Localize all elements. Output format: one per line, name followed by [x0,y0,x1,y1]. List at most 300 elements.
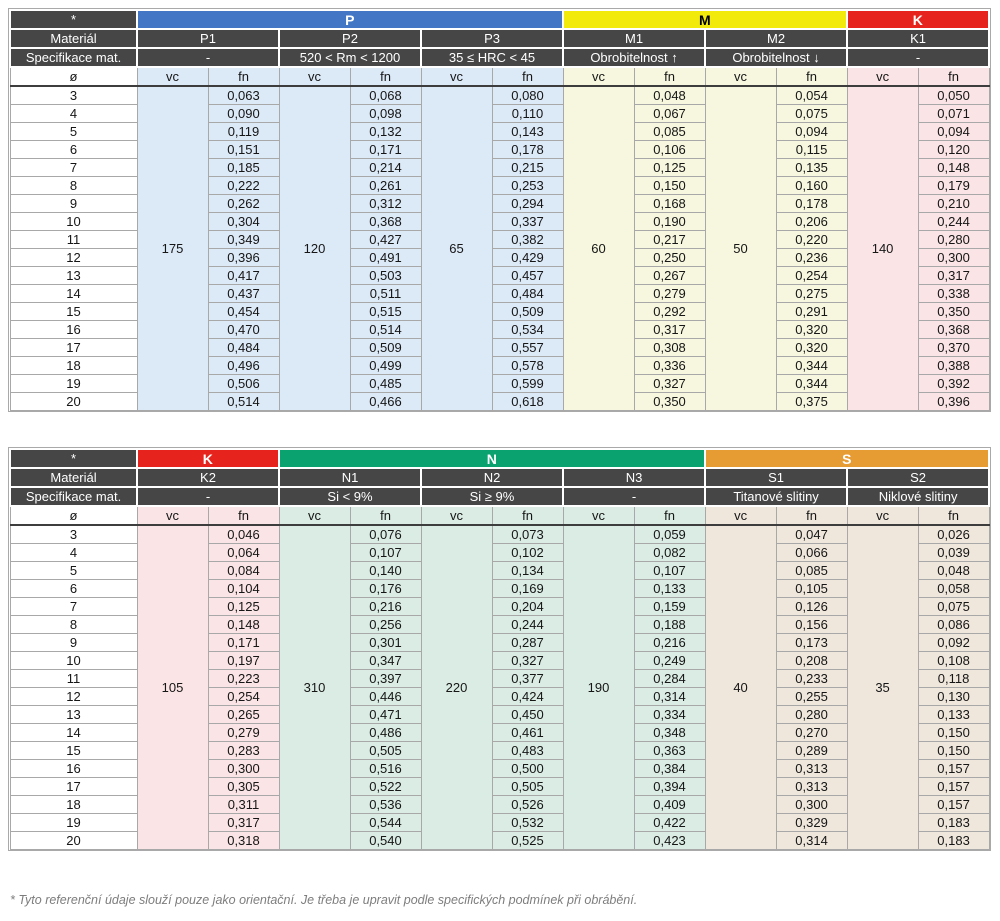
fn-header-cell: fn [350,67,421,86]
fn-value-cell: 0,173 [776,634,847,652]
fn-value-cell: 0,368 [350,213,421,231]
fn-value-cell: 0,283 [208,742,279,760]
fn-value-cell: 0,075 [776,105,847,123]
fn-value-cell: 0,375 [776,393,847,411]
fn-value-cell: 0,505 [350,742,421,760]
fn-value-cell: 0,262 [208,195,279,213]
vc-value-cell: 65 [421,86,492,411]
vc-header-cell: vc [421,506,492,525]
fn-value-cell: 0,280 [918,231,989,249]
fn-header-cell: fn [634,67,705,86]
vc-value-cell: 120 [279,86,350,411]
fn-value-cell: 0,256 [350,616,421,634]
fn-value-cell: 0,503 [350,267,421,285]
fn-value-cell: 0,254 [208,688,279,706]
fn-value-cell: 0,344 [776,357,847,375]
material-cell: N1 [279,468,421,487]
fn-value-cell: 0,540 [350,832,421,850]
diameter-cell: 3 [10,525,137,544]
fn-value-cell: 0,329 [776,814,847,832]
spec-row-label: Specifikace mat. [10,48,137,67]
diameter-cell: 8 [10,616,137,634]
material-cell: P3 [421,29,563,48]
fn-value-cell: 0,236 [776,249,847,267]
diameter-cell: 4 [10,105,137,123]
fn-value-cell: 0,350 [918,303,989,321]
fn-value-cell: 0,422 [634,814,705,832]
fn-value-cell: 0,370 [918,339,989,357]
diameter-cell: 5 [10,123,137,141]
table-row [10,86,989,105]
fn-value-cell: 0,102 [492,544,563,562]
fn-value-cell: 0,506 [208,375,279,393]
fn-value-cell: 0,135 [776,159,847,177]
vc-header-cell: vc [563,506,634,525]
fn-header-cell: fn [776,67,847,86]
fn-value-cell: 0,544 [350,814,421,832]
fn-value-cell: 0,311 [208,796,279,814]
fn-value-cell: 0,300 [918,249,989,267]
fn-value-cell: 0,188 [634,616,705,634]
fn-value-cell: 0,206 [776,213,847,231]
vc-value-cell: 60 [563,86,634,411]
fn-value-cell: 0,292 [634,303,705,321]
fn-value-cell: 0,284 [634,670,705,688]
diameter-cell: 18 [10,796,137,814]
fn-value-cell: 0,337 [492,213,563,231]
diameter-cell: 5 [10,562,137,580]
fn-value-cell: 0,150 [918,724,989,742]
fn-value-cell: 0,160 [776,177,847,195]
fn-value-cell: 0,483 [492,742,563,760]
diameter-cell: 20 [10,832,137,850]
fn-value-cell: 0,067 [634,105,705,123]
fn-value-cell: 0,150 [918,742,989,760]
fn-value-cell: 0,557 [492,339,563,357]
fn-value-cell: 0,216 [634,634,705,652]
spec-cell: Si ≥ 9% [421,487,563,506]
fn-value-cell: 0,108 [918,652,989,670]
fn-value-cell: 0,509 [492,303,563,321]
fn-value-cell: 0,396 [208,249,279,267]
spec-cell: Si < 9% [279,487,421,506]
spec-cell: Obrobitelnost ↑ [563,48,705,67]
fn-value-cell: 0,080 [492,86,563,105]
fn-value-cell: 0,457 [492,267,563,285]
fn-value-cell: 0,424 [492,688,563,706]
spec-cell: 35 ≤ HRC < 45 [421,48,563,67]
vc-value-cell: 310 [279,525,350,850]
spec-cell: Titanové slitiny [705,487,847,506]
fn-value-cell: 0,159 [634,598,705,616]
fn-value-cell: 0,397 [350,670,421,688]
fn-value-cell: 0,318 [208,832,279,850]
fn-value-cell: 0,499 [350,357,421,375]
fn-value-cell: 0,133 [918,706,989,724]
fn-value-cell: 0,384 [634,760,705,778]
fn-value-cell: 0,317 [918,267,989,285]
diameter-cell: 20 [10,393,137,411]
group-header-cell: N [279,449,705,468]
table-kns [9,448,990,850]
material-cell: S1 [705,468,847,487]
diameter-cell: 8 [10,177,137,195]
fn-value-cell: 0,120 [918,141,989,159]
fn-value-cell: 0,082 [634,544,705,562]
material-cell: N3 [563,468,705,487]
fn-header-cell: fn [492,67,563,86]
diameter-cell: 11 [10,231,137,249]
vc-value-cell: 140 [847,86,918,411]
fn-value-cell: 0,466 [350,393,421,411]
fn-value-cell: 0,143 [492,123,563,141]
vc-header-cell: vc [421,67,492,86]
fn-value-cell: 0,279 [208,724,279,742]
vc-value-cell: 220 [421,525,492,850]
fn-value-cell: 0,150 [634,177,705,195]
fn-value-cell: 0,115 [776,141,847,159]
fn-value-cell: 0,098 [350,105,421,123]
fn-value-cell: 0,151 [208,141,279,159]
fn-value-cell: 0,068 [350,86,421,105]
vc-value-cell: 40 [705,525,776,850]
fn-value-cell: 0,471 [350,706,421,724]
fn-value-cell: 0,215 [492,159,563,177]
fn-value-cell: 0,134 [492,562,563,580]
diameter-cell: 6 [10,580,137,598]
material-cell: P2 [279,29,421,48]
fn-value-cell: 0,059 [634,525,705,544]
fn-value-cell: 0,217 [634,231,705,249]
group-header-cell: P [137,10,563,29]
fn-value-cell: 0,064 [208,544,279,562]
diameter-cell: 15 [10,742,137,760]
fn-value-cell: 0,336 [634,357,705,375]
fn-value-cell: 0,314 [634,688,705,706]
fn-value-cell: 0,156 [776,616,847,634]
fn-value-cell: 0,244 [918,213,989,231]
fn-value-cell: 0,388 [918,357,989,375]
fn-value-cell: 0,249 [634,652,705,670]
fn-value-cell: 0,347 [350,652,421,670]
fn-value-cell: 0,086 [918,616,989,634]
fn-value-cell: 0,178 [776,195,847,213]
fn-value-cell: 0,216 [350,598,421,616]
fn-value-cell: 0,392 [918,375,989,393]
footnote: * Tyto referenční údaje slouží pouze jako orientační. Je třeba je upravit podle specifických podmínek při obrábění. [10,893,638,907]
fn-value-cell: 0,377 [492,670,563,688]
diameter-cell: 14 [10,285,137,303]
fn-value-cell: 0,107 [350,544,421,562]
diameter-header-cell: ø [10,506,137,525]
fn-value-cell: 0,047 [776,525,847,544]
fn-value-cell: 0,618 [492,393,563,411]
fn-value-cell: 0,270 [776,724,847,742]
fn-value-cell: 0,532 [492,814,563,832]
fn-value-cell: 0,280 [776,706,847,724]
fn-value-cell: 0,119 [208,123,279,141]
fn-value-cell: 0,046 [208,525,279,544]
fn-value-cell: 0,304 [208,213,279,231]
fn-value-cell: 0,334 [634,706,705,724]
table-pmk [9,9,990,411]
fn-value-cell: 0,190 [634,213,705,231]
vc-value-cell: 175 [137,86,208,411]
fn-value-cell: 0,125 [634,159,705,177]
fn-value-cell: 0,075 [918,598,989,616]
fn-value-cell: 0,126 [776,598,847,616]
fn-value-cell: 0,185 [208,159,279,177]
fn-value-cell: 0,085 [634,123,705,141]
fn-header-cell: fn [776,506,847,525]
spec-cell: 520 < Rm < 1200 [279,48,421,67]
diameter-cell: 11 [10,670,137,688]
diameter-cell: 10 [10,652,137,670]
fn-value-cell: 0,485 [350,375,421,393]
spec-row-label: Specifikace mat. [10,487,137,506]
fn-value-cell: 0,300 [208,760,279,778]
diameter-cell: 9 [10,195,137,213]
diameter-cell: 14 [10,724,137,742]
group-header-cell: K [847,10,989,29]
fn-value-cell: 0,094 [776,123,847,141]
fn-value-cell: 0,446 [350,688,421,706]
fn-value-cell: 0,289 [776,742,847,760]
material-cell: K2 [137,468,279,487]
diameter-cell: 19 [10,814,137,832]
table-row [10,525,989,544]
fn-value-cell: 0,106 [634,141,705,159]
material-cell: K1 [847,29,989,48]
vc-header-cell: vc [705,506,776,525]
diameter-cell: 6 [10,141,137,159]
fn-value-cell: 0,223 [208,670,279,688]
diameter-cell: 13 [10,267,137,285]
fn-value-cell: 0,148 [918,159,989,177]
fn-value-cell: 0,265 [208,706,279,724]
fn-value-cell: 0,214 [350,159,421,177]
fn-header-cell: fn [918,506,989,525]
fn-value-cell: 0,261 [350,177,421,195]
fn-value-cell: 0,255 [776,688,847,706]
fn-value-cell: 0,534 [492,321,563,339]
fn-value-cell: 0,026 [918,525,989,544]
fn-value-cell: 0,496 [208,357,279,375]
fn-value-cell: 0,140 [350,562,421,580]
fn-value-cell: 0,294 [492,195,563,213]
fn-value-cell: 0,317 [208,814,279,832]
diameter-cell: 7 [10,159,137,177]
fn-value-cell: 0,094 [918,123,989,141]
fn-value-cell: 0,525 [492,832,563,850]
fn-header-cell: fn [208,506,279,525]
fn-value-cell: 0,092 [918,634,989,652]
diameter-cell: 16 [10,760,137,778]
fn-value-cell: 0,500 [492,760,563,778]
diameter-cell: 17 [10,778,137,796]
fn-value-cell: 0,511 [350,285,421,303]
fn-value-cell: 0,417 [208,267,279,285]
fn-value-cell: 0,084 [208,562,279,580]
material-cell: M2 [705,29,847,48]
vc-value-cell: 105 [137,525,208,850]
fn-value-cell: 0,429 [492,249,563,267]
diameter-cell: 16 [10,321,137,339]
spec-cell: Obrobitelnost ↓ [705,48,847,67]
diameter-cell: 18 [10,357,137,375]
fn-value-cell: 0,267 [634,267,705,285]
fn-value-cell: 0,514 [350,321,421,339]
fn-value-cell: 0,220 [776,231,847,249]
vc-header-cell: vc [847,67,918,86]
fn-value-cell: 0,183 [918,814,989,832]
material-row-label: Materiál [10,29,137,48]
fn-value-cell: 0,253 [492,177,563,195]
vc-header-cell: vc [279,67,350,86]
fn-value-cell: 0,291 [776,303,847,321]
group-header-cell: S [705,449,989,468]
fn-value-cell: 0,107 [634,562,705,580]
fn-value-cell: 0,526 [492,796,563,814]
fn-value-cell: 0,363 [634,742,705,760]
vc-value-cell: 35 [847,525,918,850]
material-row-label: Materiál [10,468,137,487]
fn-value-cell: 0,320 [776,321,847,339]
fn-value-cell: 0,427 [350,231,421,249]
fn-value-cell: 0,348 [634,724,705,742]
fn-value-cell: 0,437 [208,285,279,303]
diameter-cell: 9 [10,634,137,652]
fn-value-cell: 0,349 [208,231,279,249]
fn-value-cell: 0,054 [776,86,847,105]
fn-value-cell: 0,168 [634,195,705,213]
fn-value-cell: 0,197 [208,652,279,670]
fn-value-cell: 0,050 [918,86,989,105]
fn-value-cell: 0,171 [350,141,421,159]
fn-value-cell: 0,314 [776,832,847,850]
material-cell: P1 [137,29,279,48]
fn-value-cell: 0,338 [918,285,989,303]
fn-value-cell: 0,308 [634,339,705,357]
fn-value-cell: 0,157 [918,778,989,796]
spec-cell: Niklové slitiny [847,487,989,506]
fn-value-cell: 0,368 [918,321,989,339]
fn-value-cell: 0,157 [918,760,989,778]
fn-value-cell: 0,484 [492,285,563,303]
fn-value-cell: 0,505 [492,778,563,796]
vc-header-cell: vc [279,506,350,525]
fn-value-cell: 0,320 [776,339,847,357]
fn-value-cell: 0,110 [492,105,563,123]
fn-header-cell: fn [208,67,279,86]
diameter-cell: 19 [10,375,137,393]
fn-value-cell: 0,179 [918,177,989,195]
fn-value-cell: 0,461 [492,724,563,742]
diameter-cell: 12 [10,688,137,706]
fn-value-cell: 0,058 [918,580,989,598]
fn-value-cell: 0,454 [208,303,279,321]
fn-value-cell: 0,169 [492,580,563,598]
fn-value-cell: 0,599 [492,375,563,393]
fn-value-cell: 0,073 [492,525,563,544]
diameter-cell: 10 [10,213,137,231]
fn-value-cell: 0,063 [208,86,279,105]
cutting-table-top [8,8,991,412]
corner-asterisk-cell: * [10,449,137,468]
fn-value-cell: 0,305 [208,778,279,796]
fn-value-cell: 0,133 [634,580,705,598]
diameter-cell: 15 [10,303,137,321]
fn-value-cell: 0,394 [634,778,705,796]
fn-value-cell: 0,396 [918,393,989,411]
fn-header-cell: fn [492,506,563,525]
fn-value-cell: 0,313 [776,778,847,796]
group-header-cell: M [563,10,847,29]
material-cell: S2 [847,468,989,487]
fn-value-cell: 0,171 [208,634,279,652]
fn-value-cell: 0,125 [208,598,279,616]
fn-value-cell: 0,301 [350,634,421,652]
fn-value-cell: 0,130 [918,688,989,706]
spec-cell: - [137,48,279,67]
corner-asterisk-cell: * [10,10,137,29]
fn-value-cell: 0,048 [918,562,989,580]
vc-value-cell: 190 [563,525,634,850]
fn-value-cell: 0,578 [492,357,563,375]
fn-header-cell: fn [634,506,705,525]
diameter-cell: 12 [10,249,137,267]
fn-value-cell: 0,313 [776,760,847,778]
fn-value-cell: 0,423 [634,832,705,850]
fn-value-cell: 0,470 [208,321,279,339]
fn-value-cell: 0,183 [918,832,989,850]
fn-value-cell: 0,450 [492,706,563,724]
fn-value-cell: 0,157 [918,796,989,814]
vc-header-cell: vc [563,67,634,86]
fn-value-cell: 0,254 [776,267,847,285]
fn-value-cell: 0,409 [634,796,705,814]
fn-value-cell: 0,300 [776,796,847,814]
fn-value-cell: 0,039 [918,544,989,562]
fn-value-cell: 0,317 [634,321,705,339]
fn-value-cell: 0,327 [492,652,563,670]
vc-header-cell: vc [137,67,208,86]
fn-value-cell: 0,484 [208,339,279,357]
cutting-table-bottom [8,447,991,851]
fn-value-cell: 0,350 [634,393,705,411]
fn-value-cell: 0,344 [776,375,847,393]
fn-value-cell: 0,090 [208,105,279,123]
fn-value-cell: 0,105 [776,580,847,598]
fn-value-cell: 0,104 [208,580,279,598]
fn-value-cell: 0,048 [634,86,705,105]
fn-header-cell: fn [350,506,421,525]
diameter-cell: 13 [10,706,137,724]
fn-value-cell: 0,178 [492,141,563,159]
fn-value-cell: 0,515 [350,303,421,321]
material-cell: M1 [563,29,705,48]
vc-header-cell: vc [847,506,918,525]
fn-value-cell: 0,287 [492,634,563,652]
fn-value-cell: 0,491 [350,249,421,267]
spec-cell: - [137,487,279,506]
vc-value-cell: 50 [705,86,776,411]
fn-value-cell: 0,148 [208,616,279,634]
fn-value-cell: 0,210 [918,195,989,213]
fn-value-cell: 0,312 [350,195,421,213]
spec-cell: - [563,487,705,506]
vc-header-cell: vc [705,67,776,86]
